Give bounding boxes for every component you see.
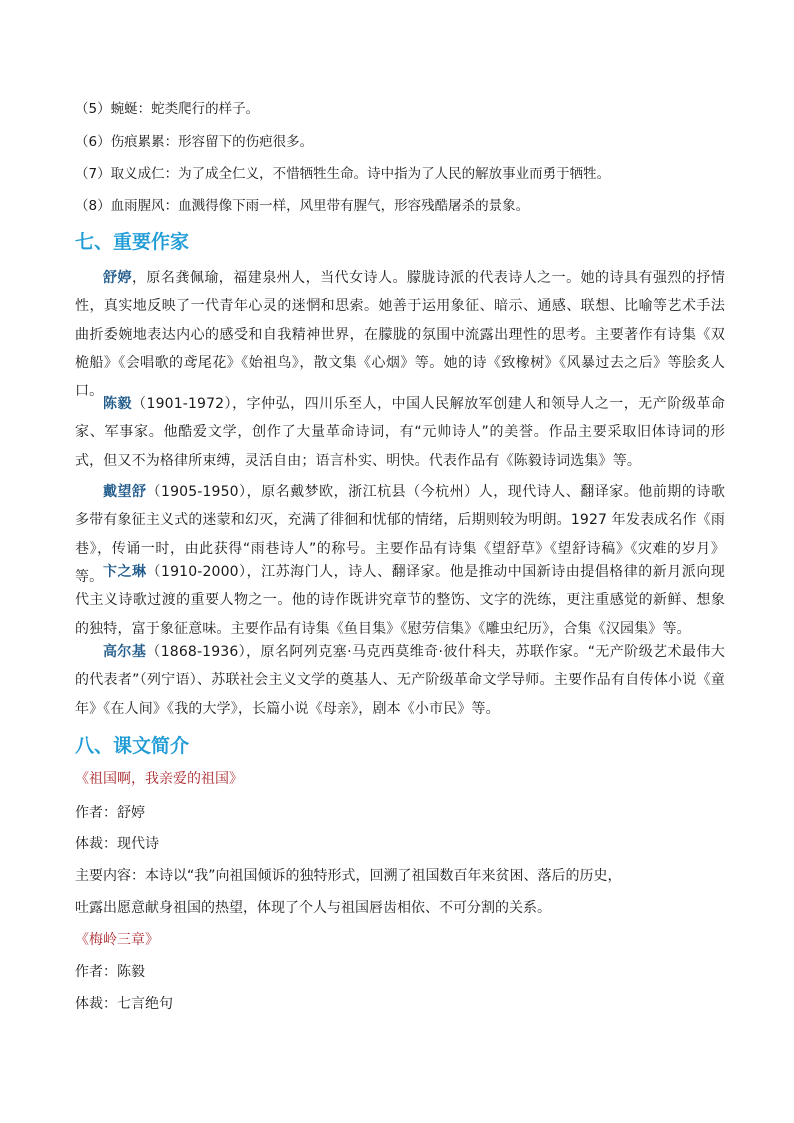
definition-6: （6）伤痕累累：形容留下的伤疤很多。 [75, 134, 314, 150]
definition-8: （8）血雨腥风：血溅得像下雨一样，风里带有腥气，形容残酷屠杀的景象。 [75, 198, 530, 214]
author-name: 陈毅 [103, 396, 133, 412]
definition-5: （5）蜿蜒：蛇类爬行的样子。 [75, 101, 260, 117]
poem-content-line-1: 主要内容：本诗以“我”向祖国倾诉的独特形式，回溯了祖国数百年来贫困、落后的历史， [75, 868, 622, 884]
author-bio-chen-yi [75, 390, 725, 475]
poem-content-line-2: 吐露出愿意献身祖国的热望，体现了个人与祖国唇齿相依、不可分割的关系。 [75, 900, 551, 916]
author-bio-text: ，原名龚佩瑜，福建泉州人，当代女诗人。朦胧诗派的代表诗人之一。她的诗具有强烈的抒情性，真实地反映了一代青年心灵的迷惘和思索。她善于运用象征、暗示、通感、联想、比喻等艺术手法曲折委婉地表达内心的感受和自我精神世界，在朦胧的氛围中流露出理性的思考。主要著作有诗集《双桅船》《会唱歌的鸢尾花》《始祖鸟》，散文集《心烟》等。她的诗《致橡树》《风暴过去之后》等脍炙人口。 [75, 270, 725, 400]
author-bio-text: （1910-2000），江苏海门人，诗人、翻译家。他是推动中国新诗由提倡格律的新月派向现代主义诗歌过渡的重要人物之一。他的诗作既讲究章节的整饬、文字的洗练，更注重感觉的新鲜、想象的独特，富于象征意味。主要作品有诗集《鱼目集》《慰劳信集》《雕虫纪历》，合集《汉园集》等。 [75, 564, 725, 637]
section-8-heading: 八、课文简介 [75, 735, 190, 757]
author-name: 舒婷 [103, 270, 132, 286]
author-name: 戴望舒 [103, 484, 147, 500]
poem-author: 作者：陈毅 [75, 964, 145, 980]
poem-title: 《梅岭三章》 [75, 932, 159, 948]
author-name: 卞之琳 [103, 564, 147, 580]
author-name: 高尔基 [103, 644, 147, 660]
author-bio-text: （1868-1936），原名阿列克塞·马克西莫维奇·彼什科夫，苏联作家。“无产阶级艺术最伟大的代表者”（列宁语）、苏联社会主义文学的奠基人、无产阶级革命文学导师。主要作品有自传体小说《童年》《在人间》《我的大学》，长篇小说《母亲》，剧本《小市民》等。 [75, 644, 725, 717]
definition-7: （7）取义成仁：为了成全仁义，不惜牺牲生命。诗中指为了人民的解放事业而勇于牺牲。 [75, 166, 611, 182]
author-bio-text: （1905-1950），原名戴梦欧，浙江杭县（今杭州）人，现代诗人、翻译家。他前期的诗歌多带有象征主义式的迷蒙和幻灭，充满了徘徊和忧郁的情绪，后期则较为明朗。1927 年发表成名作《雨巷》，传诵一时，由此获得“雨巷诗人”的称号。主要作品有诗集《望舒草》《望舒诗稿》《灾难的岁月》等。 [75, 484, 725, 585]
author-bio-shu-ting [75, 264, 725, 405]
poem-genre: 体裁：七言绝句 [75, 996, 173, 1012]
poem-author: 作者：舒婷 [75, 805, 145, 821]
author-bio-text: （1901-1972），字仲弘，四川乐至人，中国人民解放军创建人和领导人之一，无产阶级革命家、军事家。他酷爱文学，创作了大量革命诗词，有“元帅诗人”的美誉。作品主要采取旧体诗词的形式，但又不为格律所束缚，灵活自由；语言朴实、明快。代表作品有《陈毅诗词选集》等。 [75, 396, 725, 469]
poem-title: 《祖国啊，我亲爱的祖国》 [75, 771, 243, 787]
poem-genre: 体裁：现代诗 [75, 836, 159, 852]
author-bio-bian-zhilin [75, 558, 725, 643]
section-7-heading: 七、重要作家 [75, 231, 190, 253]
author-bio-gorky [75, 638, 725, 723]
